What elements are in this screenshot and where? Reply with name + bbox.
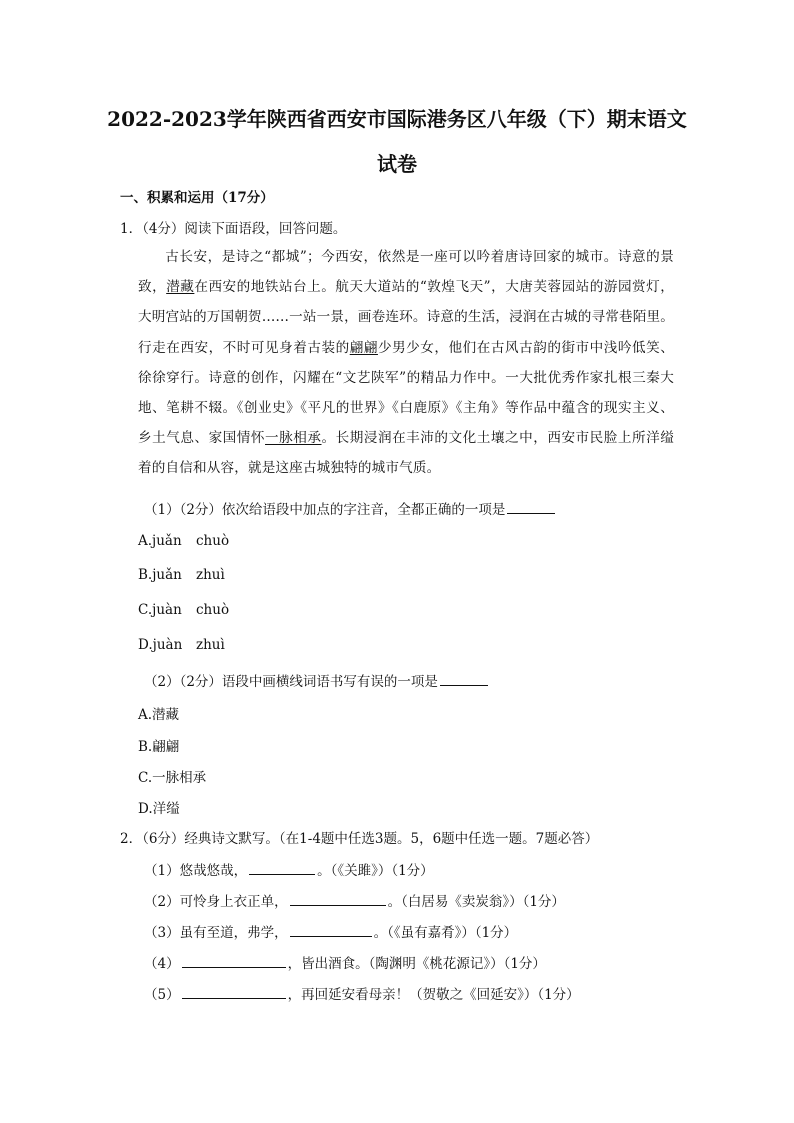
recitation-item xyxy=(144,983,580,1003)
option-a[interactable]: A.潜藏 xyxy=(138,707,180,723)
section-heading: 一、积累和运用（17分） xyxy=(120,190,274,206)
passage-text-1: 古长安，是诗之“都城”；今西安，依然是一座可以吟着唐诗回家的城市。诗意的景致， xyxy=(138,249,674,296)
item-prefix: （4） xyxy=(144,956,180,972)
option-label: B.juǎn xyxy=(138,567,182,583)
option-pinyin: zhuì xyxy=(196,567,225,583)
option-label: D.juàn xyxy=(138,637,183,653)
passage-text-2: 在西安的地铁站台上。航天大道站的“敦煌飞天”，大唐芙蓉园站的游园赏灯，大明宫站的万国朝贺……一站一景，画卷连环。诗意的生活，浸润在古城的寻常巷陌里。行走在西安，不时可见身着古装的 xyxy=(138,279,675,356)
question-1-stem: 1．（4分）阅读下面语段，回答问题。 xyxy=(120,221,347,237)
subquestion-1-text: （1）（2分）依次给语段中加点的字注音，全都正确的一项是 xyxy=(144,502,506,518)
subquestion-2 xyxy=(144,670,490,690)
recitation-item xyxy=(144,859,434,879)
option-c[interactable] xyxy=(138,602,229,618)
item-prefix: （3）虽有至道，弗学， xyxy=(144,925,288,941)
item-prefix: （1）悠哉悠哉， xyxy=(144,863,248,879)
recitation-item xyxy=(144,890,565,910)
item-suffix: 。（《关雎》）（1分） xyxy=(317,863,434,879)
answer-blank[interactable] xyxy=(440,671,488,686)
fill-blank[interactable] xyxy=(249,860,315,875)
fill-blank[interactable] xyxy=(290,922,372,937)
subquestion-1 xyxy=(144,498,557,518)
underlined-word-2: 翩翩 xyxy=(349,339,378,356)
option-label: C.juàn xyxy=(138,602,182,618)
item-prefix: （5） xyxy=(144,987,180,1003)
option-pinyin: chuò xyxy=(196,533,230,549)
fill-blank[interactable] xyxy=(182,984,286,999)
answer-blank[interactable] xyxy=(507,499,555,514)
underlined-word-3: 一脉相承 xyxy=(265,430,322,447)
subquestion-2-text: （2）（2分）语段中画横线词语书写有误的一项是 xyxy=(144,674,438,690)
question-2-stem: 2．（6分）经典诗文默写。（在1-4题中任选3题。5，6题中任选一题。7题必答） xyxy=(120,831,599,847)
fill-blank[interactable] xyxy=(290,891,386,906)
item-suffix: ，再回延安看母亲！（贺敬之《回延安》）（1分） xyxy=(287,987,580,1003)
exam-title-line1: 2022-2023学年陕西省西安市国际港务区八年级（下）期末语文 xyxy=(107,107,687,131)
item-suffix: ，皆出酒食。（陶渊明《桃花源记》）（1分） xyxy=(287,956,546,972)
option-d[interactable] xyxy=(138,637,225,653)
option-pinyin: zhuì xyxy=(196,637,225,653)
passage-text-4: 。长期浸润在丰沛的文化土壤之中，西安市民脸上所洋缢着的自信和从容，就是这座古城独特的城市气质。 xyxy=(138,430,674,477)
fill-blank[interactable] xyxy=(182,953,286,968)
option-a[interactable] xyxy=(138,533,229,549)
option-b[interactable]: B.翩翩 xyxy=(138,739,180,755)
reading-passage xyxy=(138,242,674,484)
option-b[interactable] xyxy=(138,567,225,583)
item-prefix: （2）可怜身上衣正单， xyxy=(144,894,288,910)
underlined-word-1: 潜藏 xyxy=(166,279,195,296)
option-c[interactable]: C.一脉相承 xyxy=(138,770,207,786)
recitation-item xyxy=(144,952,546,972)
item-suffix: 。（白居易《卖炭翁》）（1分） xyxy=(387,894,565,910)
recitation-item xyxy=(144,921,517,941)
option-label: A.juǎn xyxy=(138,533,182,549)
passage-text-3: 少男少女，他们在古风古韵的街市中浅吟低笑、徐徐穿行。诗意的创作，闪耀在“文艺陕军”的精品力作中。一大批优秀作家扎根三秦大地、笔耕不辍。《创业史》《平凡的世界》《白鹿原》《主角》等作品中蕴含的现实主义、乡土气息、家国情怀 xyxy=(138,339,674,447)
item-suffix: 。（《虽有嘉肴》）（1分） xyxy=(373,925,518,941)
exam-title-line2: 试卷 xyxy=(377,152,417,176)
option-pinyin: chuò xyxy=(196,602,230,618)
option-d[interactable]: D.洋缢 xyxy=(138,801,180,817)
